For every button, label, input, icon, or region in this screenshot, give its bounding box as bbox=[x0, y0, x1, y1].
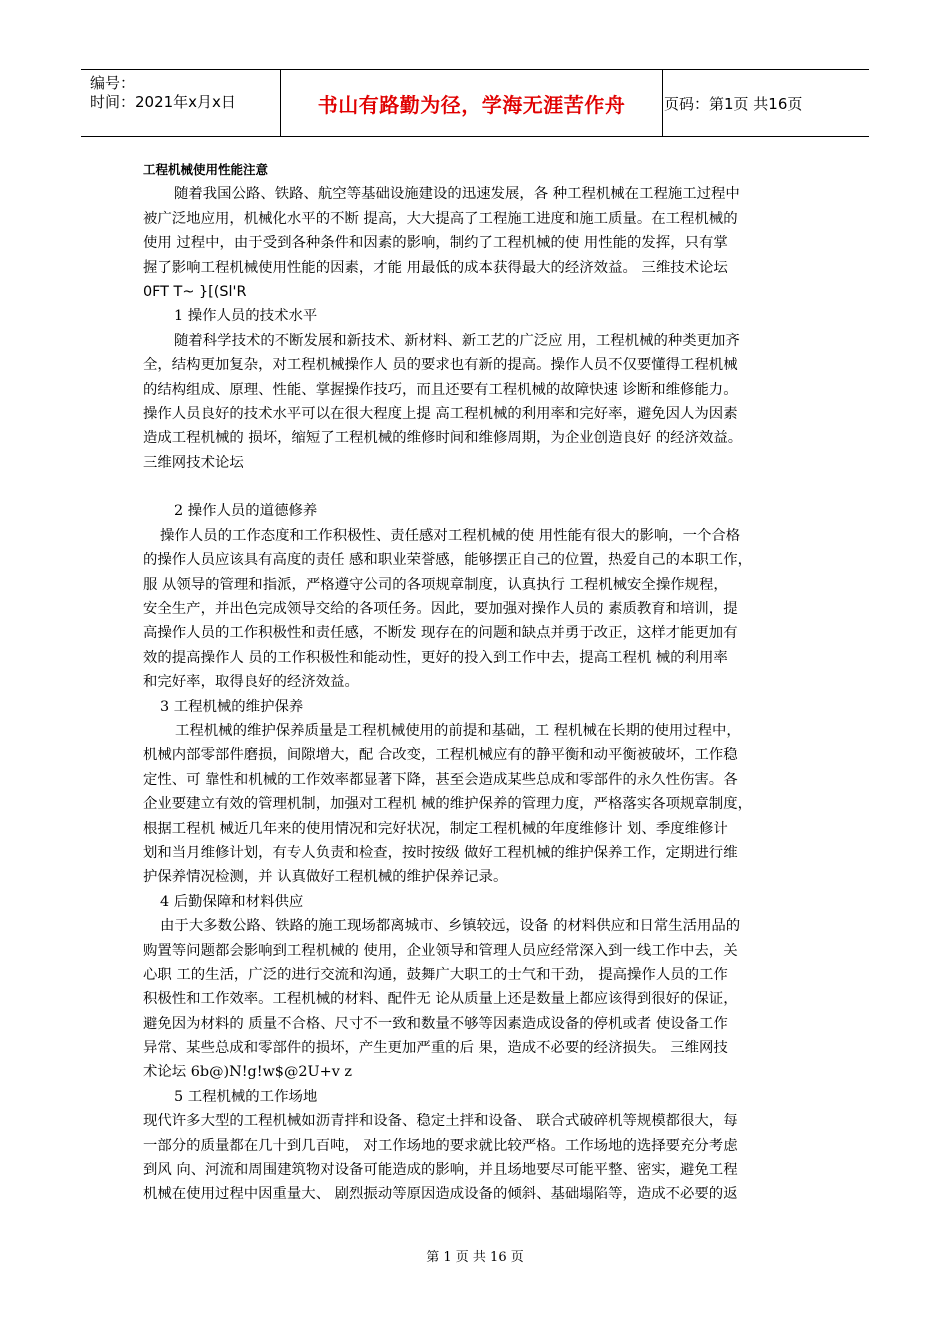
paragraph-line: 避免因为材料的 质量不合格、尺寸不一致和数量不够等因素造成设备的停机或者 使设备工作 bbox=[143, 1015, 728, 1032]
section-heading: 1 操作人员的技术水平 bbox=[174, 308, 318, 325]
header-motto: 书山有路勤为径，学海无涯苦作舟 bbox=[317, 92, 626, 117]
header-table bbox=[81, 69, 869, 137]
document-date-label: 时间：2021年x月x日 bbox=[90, 93, 236, 111]
paragraph-line: 护保养情况检测，并 认真做好工程机械的维护保养记录。 bbox=[143, 869, 508, 886]
header-right-cell bbox=[664, 70, 869, 136]
document-number-label: 编号： bbox=[90, 74, 136, 92]
paragraph-line: 积极性和工作效率。工程机械的材料、配件无 论从质量上还是数量上都应该得到很好的保证， bbox=[143, 991, 738, 1008]
paragraph-line: 操作人员的工作态度和工作积极性、责任感对工程机械的使 用性能有很大的影响，一个合格 bbox=[160, 527, 741, 544]
paragraph-line: 使用 过程中，由于受到各种条件和因素的影响，制约了工程机械的使 用性能的发挥，只有掌 bbox=[143, 235, 728, 252]
section-heading: 3 工程机械的维护保养 bbox=[160, 698, 304, 715]
paragraph-line: 工程机械的维护保养质量是工程机械使用的前提和基础，工 程机械在长期的使用过程中， bbox=[175, 722, 741, 739]
paragraph-line: 随着科学技术的不断发展和新技术、新材料、新工艺的广泛应 用，工程机械的种类更加齐 bbox=[174, 332, 740, 349]
paragraph-line: 操作人员良好的技术水平可以在很大程度上提 高工程机械的利用率和完好率，避免因人为因素 bbox=[143, 405, 738, 422]
paragraph-line: 造成工程机械的 损坏，缩短了工程机械的维修时间和维修周期，为企业创造良好 的经济效益。 bbox=[143, 430, 743, 447]
paragraph-line: 效的提高操作人 员的工作积极性和能动性，更好的投入到工作中去，提高工程机 械的利用率 bbox=[143, 649, 728, 666]
paragraph-line: 服 从领导的管理和指派，严格遵守公司的各项规章制度，认真执行 工程机械安全操作规程， bbox=[143, 576, 728, 593]
paragraph-line: 一部分的质量都在几十到几百吨， 对工作场地的要求就比较严格。工作场地的选择要充分考虑 bbox=[143, 1137, 738, 1154]
paragraph-line: 根据工程机 械近几年来的使用情况和完好状况，制定工程机械的年度维修计 划、季度维修计 bbox=[143, 820, 728, 837]
paragraph-line: 术论坛 6b@)N!g!w$@2U+v z bbox=[143, 1064, 352, 1081]
paragraph-line: 三维网技术论坛 bbox=[143, 454, 244, 471]
paragraph-line: 购置等问题都会影响到工程机械的 使用，企业领导和管理人员应经常深入到一线工作中去，关 bbox=[143, 942, 738, 959]
paragraph-line: 的结构组成、原理、性能、掌握操作技巧，而且还要有工程机械的故障快速 诊断和维修能力。 bbox=[143, 381, 738, 398]
paragraph-line: 全，结构更加复杂，对工程机械操作人 员的要求也有新的提高。操作人员不仅要懂得工程机械 bbox=[143, 357, 738, 374]
header-left-cell bbox=[81, 70, 281, 136]
paragraph-line: 被广泛地应用，机械化水平的不断 提高，大大提高了工程施工进度和施工质量。在工程机械的 bbox=[143, 210, 738, 227]
paragraph-line: 0FT T~ }[(Sl'R bbox=[143, 283, 247, 300]
paragraph-line: 握了影响工程机械使用性能的因素，才能 用最低的成本获得最大的经济效益。 三维技术论坛 bbox=[143, 259, 728, 276]
blank-line bbox=[143, 475, 811, 499]
paragraph-line: 机械在使用过程中因重量大、 剧烈振动等原因造成设备的倾斜、基础塌陷等，造成不必要的返 bbox=[143, 1186, 738, 1203]
paragraph-line: 企业要建立有效的管理机制，加强对工程机 械的维护保养的管理力度，严格落实各项规章制度， bbox=[143, 796, 752, 813]
paragraph-line: 随着我国公路、铁路、航空等基础设施建设的迅速发展，各 种工程机械在工程施工过程中 bbox=[174, 186, 740, 203]
paragraph-line: 划和当月维修计划，有专人负责和检查，按时按级 做好工程机械的维护保养工作，定期进行维 bbox=[143, 844, 738, 861]
document-body bbox=[143, 158, 811, 1207]
document-title: 工程机械使用性能注意 bbox=[143, 162, 269, 177]
paragraph-line: 现代许多大型的工程机械如沥青拌和设备、稳定土拌和设备、 联合式破碎机等规模都很大，每 bbox=[143, 1113, 738, 1130]
paragraph-line: 的操作人员应该具有高度的责任 感和职业荣誉感，能够摆正自己的位置，热爱自己的本职工作， bbox=[143, 552, 752, 569]
paragraph-line: 心职 工的生活，广泛的进行交流和沟通，鼓舞广大职工的士气和干劲， 提高操作人员的工作 bbox=[143, 966, 728, 983]
paragraph-line: 高操作人员的工作积极性和责任感，不断发 现存在的问题和缺点并勇于改正，这样才能更加有 bbox=[143, 625, 738, 642]
paragraph-line: 定性、可 靠性和机械的工作效率都显著下降，甚至会造成某些总成和零部件的永久性伤害。各 bbox=[143, 771, 738, 788]
page-info: 页码：第1页 共16页 bbox=[664, 94, 803, 113]
paragraph-line: 和完好率，取得良好的经济效益。 bbox=[143, 674, 359, 691]
section-heading: 5 工程机械的工作场地 bbox=[174, 1088, 318, 1105]
header-center-cell bbox=[281, 70, 663, 136]
paragraph-line: 机械内部零部件磨损，间隙增大，配 合改变，工程机械应有的静平衡和动平衡被破坏，工作稳 bbox=[143, 747, 738, 764]
paragraph-line: 安全生产，并出色完成领导交给的各项任务。因此，要加强对操作人员的 素质教育和培训，提 bbox=[143, 601, 738, 618]
page-footer: 第 1 页 共 16 页 bbox=[426, 1250, 524, 1265]
paragraph-line: 由于大多数公路、铁路的施工现场都离城市、乡镇较远，设备 的材料供应和日常生活用品的 bbox=[160, 918, 741, 935]
paragraph-line: 到风 向、河流和周围建筑物对设备可能造成的影响，并且场地要尽可能平整、密实，避免工程 bbox=[143, 1162, 738, 1179]
section-heading: 4 后勤保障和材料供应 bbox=[160, 893, 304, 910]
section-heading: 2 操作人员的道德修养 bbox=[174, 503, 318, 520]
paragraph-line: 异常、某些总成和零部件的损坏，产生更加严重的后 果，造成不必要的经济损失。 三维网技 bbox=[143, 1040, 728, 1057]
